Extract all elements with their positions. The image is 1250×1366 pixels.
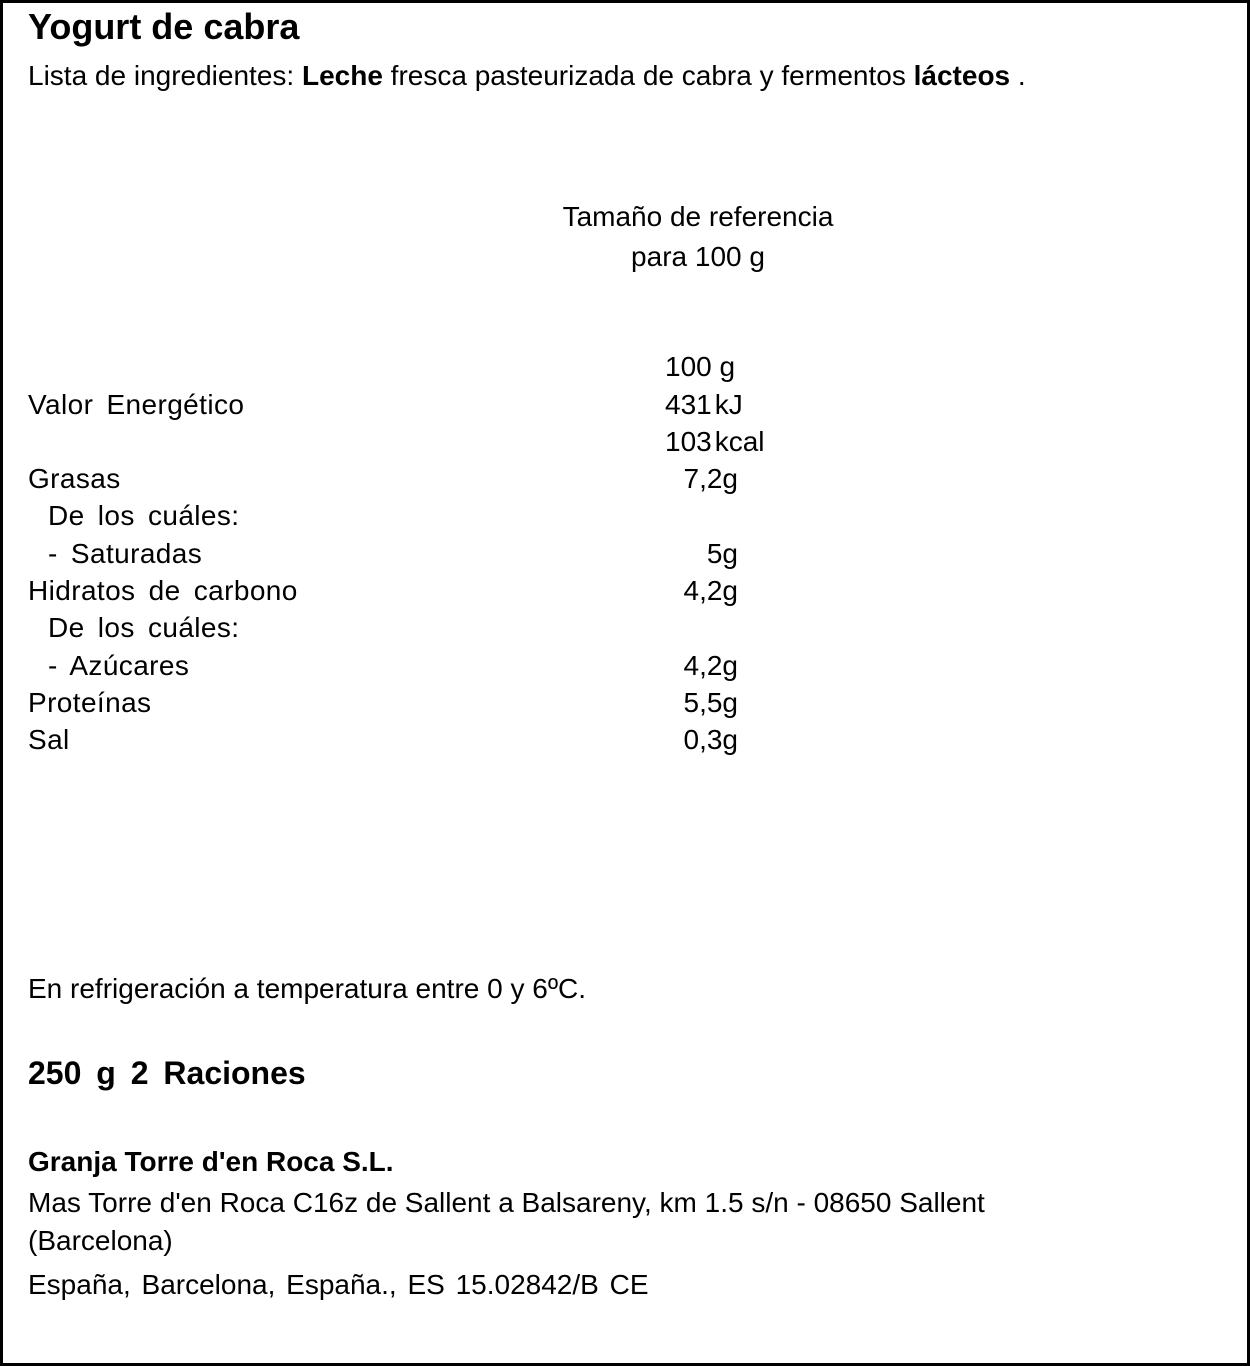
nutrient-value: 4,2g bbox=[683, 650, 738, 681]
net-content: 250 g 2 Raciones bbox=[28, 1055, 306, 1091]
nutrition-column-header: 100 g bbox=[665, 351, 736, 382]
product-title: Yogurt de cabra bbox=[28, 6, 300, 47]
ingredients-list bbox=[28, 62, 1026, 90]
energy-kj bbox=[665, 391, 743, 419]
nutrient-value: 5,5g bbox=[683, 687, 738, 718]
reference-size-line1: Tamaño de referencia bbox=[562, 201, 834, 232]
ingredients-text: fresca pasteurizada de cabra y fermentos bbox=[382, 60, 914, 91]
nutrient-value: 4,2g bbox=[683, 575, 738, 606]
ingredient-allergen-lacteos: lácteos bbox=[913, 60, 1011, 91]
reference-size-line2: para 100 g bbox=[631, 241, 765, 272]
nutrient-name: - Azúcares bbox=[48, 650, 190, 681]
nutrient-value: 0,3g bbox=[683, 724, 738, 755]
nutrient-value: 5g bbox=[706, 538, 738, 569]
energy-label: Valor Energético bbox=[28, 389, 245, 420]
nutrient-name: - Saturadas bbox=[48, 538, 203, 569]
nutrient-name: Sal bbox=[28, 724, 70, 755]
ingredients-end: . bbox=[1010, 60, 1026, 91]
ingredients-prefix: Lista de ingredientes: bbox=[28, 60, 302, 91]
energy-kj-unit: kJ bbox=[714, 389, 743, 420]
energy-kcal-value: 103 bbox=[665, 426, 712, 457]
energy-kcal bbox=[665, 428, 765, 456]
nutrient-name: Proteínas bbox=[28, 687, 152, 718]
nutrient-name: Hidratos de carbono bbox=[28, 575, 298, 606]
company-address-line2: (Barcelona) bbox=[28, 1225, 173, 1256]
ingredient-allergen-leche: Leche bbox=[301, 60, 383, 91]
energy-kcal-unit: kcal bbox=[714, 426, 765, 457]
nutrient-name: Grasas bbox=[28, 463, 121, 494]
company-address-line1: Mas Torre d'en Roca C16z de Sallent a Balsareny, km 1.5 s/n - 08650 Sallent bbox=[28, 1187, 985, 1218]
company-country-registry: España, Barcelona, España., ES 15.02842/B CE bbox=[28, 1269, 649, 1300]
nutrient-subheading: De los cuáles: bbox=[48, 612, 240, 643]
nutrient-subheading: De los cuáles: bbox=[48, 500, 240, 531]
company-name: Granja Torre d'en Roca S.L. bbox=[28, 1146, 394, 1177]
energy-kj-value: 431 bbox=[665, 389, 712, 420]
nutrient-value: 7,2g bbox=[683, 463, 738, 494]
storage-instructions: En refrigeración a temperatura entre 0 y 6ºC. bbox=[28, 973, 587, 1004]
